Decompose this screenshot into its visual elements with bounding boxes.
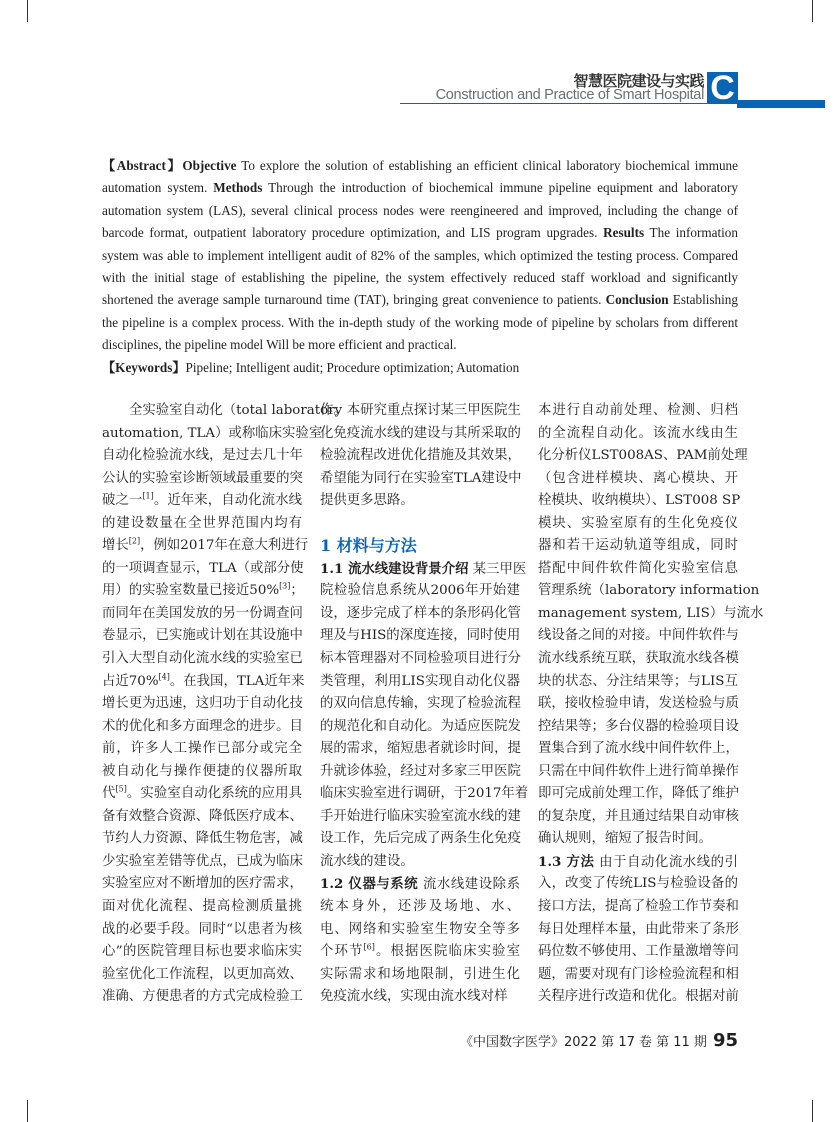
abstract-line <box>102 155 738 177</box>
abstract-line <box>102 245 738 267</box>
text-line <box>538 828 738 851</box>
text-line <box>320 896 520 919</box>
text-run: barcode format, outpatient laboratory procedure optimization, and LIS program upgrades. <box>102 225 604 241</box>
text-run: automation system (LAS), several clinical process nodes were reengineered and improved, including the change of <box>102 202 738 218</box>
text-line <box>102 468 302 491</box>
text-line <box>102 783 302 806</box>
text-run: 流水线系统互联，获取流水线各模 <box>538 651 739 667</box>
page-number: 95 <box>712 1030 738 1051</box>
text-line <box>538 535 738 558</box>
text-line <box>102 873 302 896</box>
text-run: Results <box>603 225 645 241</box>
text-line <box>538 693 738 716</box>
text-run: automation, TLA）或称临床实验室 <box>102 425 323 441</box>
text-line <box>102 761 302 784</box>
text-run: 设工作，先后完成了两条生化免疫 <box>320 831 521 847</box>
text-run: Establishing <box>668 292 738 308</box>
text-run: 战的必要手段。同时“以患者为核 <box>102 921 302 937</box>
text-run: 。实验室自动化系统的应用具 <box>126 786 303 802</box>
text-line <box>538 625 738 648</box>
text-run: ，例如2017年在意大利进行 <box>140 538 309 554</box>
text-run: 的复杂度，并且通过结果自动审核 <box>538 808 739 824</box>
text-line <box>102 535 309 558</box>
text-run: management system, LIS）与流水 <box>538 605 764 621</box>
text-line <box>320 580 520 603</box>
citation: [2] <box>128 536 141 546</box>
text-run: 每日处理样本量，由此带来了条形 <box>538 921 739 937</box>
text-line <box>102 671 305 694</box>
text-run: 管理系统（laboratory information <box>538 583 760 599</box>
text-run: 代 <box>102 786 116 802</box>
abstract <box>102 155 738 379</box>
text-line <box>538 671 738 694</box>
text-run: 提供更多思路。 <box>320 493 414 509</box>
text-line <box>320 964 520 987</box>
text-line <box>102 716 302 739</box>
text-run: 的建设数量在全世界范围内均有 <box>102 515 302 531</box>
text-run: 标本管理器对不同检验项目进行分 <box>320 651 521 667</box>
text-run: （包含进样模块、离心模块、开 <box>538 470 738 486</box>
text-run: 引入大型自动化流水线的实验室已 <box>102 651 303 667</box>
text-line <box>102 896 302 919</box>
text-run: 作。本研究重点探讨某三甲医院生 <box>320 403 521 418</box>
text-run: 1.1 流水线建设背景介绍 <box>320 560 469 577</box>
text-line <box>320 806 520 829</box>
text-run: 验室优化工作流程，以更加高效、 <box>102 966 303 982</box>
text-run: 的一项调查显示，TLA（或部分使 <box>102 560 304 576</box>
text-run: 入，改变了传统LIS与检验设备的 <box>538 876 738 892</box>
text-run: 全实验室自动化（total laboratory <box>129 403 343 418</box>
text-run: 而同年在美国发放的另一份调查问 <box>102 605 303 621</box>
text-line <box>538 738 738 761</box>
text-run: 节约人力资源、降低生物危害，减 <box>102 831 303 847</box>
text-line <box>538 941 738 964</box>
text-run: 手开始进行临床实验室流水线的建 <box>320 808 521 824</box>
text-line <box>538 761 738 784</box>
text-line <box>320 919 520 942</box>
text-line <box>538 986 738 1009</box>
text-run: 自动化检验流水线，是过去几十年 <box>102 448 303 464</box>
header-rule <box>400 103 708 104</box>
text-line <box>538 873 738 896</box>
text-line <box>538 490 741 513</box>
text-run: 某三甲医 <box>468 561 527 577</box>
text-run: with the initial stage of establishing the pipeline, the system effectively reduced staff workload and significantly <box>102 269 738 285</box>
section-heading <box>320 535 520 558</box>
journal-issue: 《中国数字医学》2022 第 17 卷 第 11 期 <box>459 1035 707 1050</box>
text-line <box>102 490 302 513</box>
section-title-cn: 智慧医院建设与实践 <box>573 72 704 90</box>
keywords-line <box>102 357 738 379</box>
text-run: 术的优化和多方面理念的进步。目 <box>102 718 303 734</box>
text-run: 流水线建设除系 <box>418 877 520 893</box>
text-run: 心”的医院管理目标也要求临床实 <box>102 944 302 960</box>
abstract-line <box>102 312 738 334</box>
text-run: 接口方法，提高了检验工作节奏和 <box>538 899 739 915</box>
text-line <box>538 513 738 536</box>
text-run: 控结果等；多台仪器的检验项目设 <box>538 718 739 734</box>
text-line <box>102 558 302 581</box>
text-line <box>102 919 302 942</box>
text-run: Conclusion <box>605 292 669 308</box>
citation: [1] <box>142 491 154 501</box>
text-run: 面对优化流程、提高检测质量挑 <box>102 899 302 915</box>
text-line <box>538 445 748 468</box>
text-run: system was able to implement intelligent audit of 82% of the samples, which optimized the testing process. Compared <box>102 247 738 263</box>
text-run: 增长更为迅速，这归功于自动化技 <box>102 696 303 712</box>
text-run: 实际需求和场地限制，引进生化 <box>320 966 520 982</box>
text-run: automation system. <box>102 180 214 196</box>
text-line <box>102 648 302 671</box>
text-run: 1.3 方法 <box>538 853 595 870</box>
text-line <box>320 423 520 446</box>
text-run: 置集合到了流水线中间件软件上， <box>538 741 739 757</box>
crop-mark <box>27 1100 28 1122</box>
text-run: 希望能为同行在实验室TLA建设中 <box>320 470 522 486</box>
text-run: 准确、方便患者的方式完成检验工 <box>102 989 303 1005</box>
text-line <box>320 625 520 648</box>
text-line <box>538 468 738 491</box>
text-line <box>320 400 520 423</box>
text-line <box>320 671 520 694</box>
text-run: 。近年来，自动化流水线 <box>153 493 303 509</box>
text-run: 联，接收检验申请，发送检验与质 <box>538 696 739 712</box>
text-line <box>320 873 520 896</box>
text-line <box>320 761 520 784</box>
text-run: 用）的实验室数量已接近50% <box>102 583 280 599</box>
text-run: ； <box>290 583 304 599</box>
text-line <box>538 896 738 919</box>
abstract-line <box>102 289 738 311</box>
abstract-line <box>102 222 738 244</box>
text-run: 器和若干运动轨道等组成，同时 <box>538 538 738 554</box>
text-run: the pipeline is a complex process. With the in-depth study of the working mode of pipeline by scholars from different <box>102 314 738 330</box>
crop-mark <box>27 0 28 22</box>
text-line <box>320 851 520 874</box>
text-line <box>102 806 302 829</box>
page-footer <box>460 1030 738 1051</box>
crop-mark <box>812 0 813 22</box>
abstract-line <box>102 267 738 289</box>
text-run: 即可完成前处理工作，降低了维护 <box>538 786 739 802</box>
text-run: 免疫流水线，实现由流水线对样 <box>320 989 508 1005</box>
text-run: 临床实验室进行调研，于2017年着 <box>320 786 529 802</box>
text-run: 。在我国，TLA近年来 <box>169 673 305 689</box>
text-line <box>102 941 302 964</box>
text-line <box>320 986 520 1009</box>
text-run: 备有效整合资源、降低医疗成本、 <box>102 808 303 824</box>
text-run: 占近70% <box>102 673 159 689</box>
text-line <box>538 716 738 739</box>
text-run: 。根据医院临床实验室 <box>374 944 521 960</box>
text-run: 模块、实验室原有的生化免疫仪 <box>538 515 738 531</box>
text-run: 院检验信息系统从2006年开始建 <box>320 583 520 599</box>
text-line <box>102 423 323 446</box>
header-accent-bar <box>737 100 825 108</box>
text-line <box>102 964 302 987</box>
text-run: 【Keywords】 <box>102 359 186 375</box>
text-run: 栓模块、收纳模块）、LST008 SP <box>538 493 741 509</box>
text-line <box>102 738 302 761</box>
text-run: 搭配中间件软件简化实验室信息 <box>538 560 738 576</box>
text-line <box>320 445 520 468</box>
text-run: 个环节 <box>320 944 364 960</box>
text-line <box>538 423 738 446</box>
text-line <box>538 580 760 603</box>
text-line <box>320 828 520 851</box>
text-run: 电、网络和实验室生物安全等多 <box>320 921 520 937</box>
text-line <box>320 716 520 739</box>
text-line <box>320 738 520 761</box>
text-run: 的双向信息传输，实现了检验流程 <box>320 696 521 712</box>
section-logo: C <box>707 72 738 104</box>
text-line <box>102 828 302 851</box>
text-line <box>102 986 302 1009</box>
text-line <box>320 693 520 716</box>
text-line <box>538 558 738 581</box>
text-run: 确认规则，缩短了报告时间。 <box>538 831 713 847</box>
text-run: 只需在中间件软件上进行简单操作 <box>538 763 739 779</box>
body-column-2 <box>320 400 529 1009</box>
text-line <box>102 625 302 648</box>
text-run: 前，许多人工操作已部分或完全 <box>102 741 302 757</box>
text-line <box>320 558 527 581</box>
text-run: 统本身外，还涉及场地、水、 <box>320 899 520 915</box>
text-run: 块的状态、分注结果等；与LIS互 <box>538 673 738 689</box>
text-run: 被自动化与操作便捷的仪器所取 <box>102 763 302 779</box>
text-line <box>538 806 738 829</box>
text-line <box>102 513 302 536</box>
text-run: 题，需要对现有门诊检验流程和相 <box>538 966 739 982</box>
text-line <box>320 783 529 806</box>
text-run: 增长 <box>102 538 129 554</box>
text-line <box>320 513 520 536</box>
text-run: 化分析仪LST008AS、PAM前处理 <box>538 448 748 464</box>
text-run: 关程序进行改造和优化。根据对前 <box>538 989 739 1005</box>
text-run: Methods <box>213 180 263 196</box>
text-run: 破之一 <box>102 493 143 509</box>
text-line <box>538 964 738 987</box>
text-line <box>102 603 302 626</box>
text-line <box>320 941 520 964</box>
text-run: 码位数不够使用、工作量激增等问 <box>538 944 739 960</box>
text-run: Through the introduction of biochemical immune pipeline equipment and laboratory <box>262 180 739 196</box>
text-line <box>320 468 520 491</box>
text-run: 实验室应对不断增加的医疗需求， <box>102 876 303 892</box>
text-run: 理及与HIS的深度连接，同时使用 <box>320 628 521 644</box>
text-run: 卷显示，已实施或计划在其设施中 <box>102 628 303 644</box>
text-run: 展的需求，缩短患者就诊时间，提 <box>320 741 521 757</box>
text-line <box>102 693 302 716</box>
citation: [4] <box>158 672 170 682</box>
text-run: 1 材料与方法 <box>320 536 417 556</box>
text-line <box>538 648 738 671</box>
text-line <box>320 490 520 513</box>
text-line <box>320 603 520 626</box>
text-run: 由于自动化流水线的引 <box>594 854 738 870</box>
text-run: 少实验室差错等优点，已成为临床 <box>102 853 303 869</box>
citation: [5] <box>115 784 127 794</box>
text-line <box>102 580 302 603</box>
text-run: 【Abstract】 <box>102 158 183 173</box>
text-line <box>538 919 738 942</box>
text-run: 公认的实验室诊断领域最重要的突 <box>102 470 303 486</box>
text-run: 检验流程改进优化措施及其效果， <box>320 448 521 464</box>
abstract-line <box>102 334 738 356</box>
text-line <box>102 400 343 423</box>
text-line <box>538 851 738 874</box>
text-run: 类管理，利用LIS实现自动化仪器 <box>320 673 520 689</box>
text-run: 流水线的建设。 <box>320 853 414 869</box>
text-run: To explore the solution of establishing an efficient clinical laboratory biochemical immune <box>236 158 738 173</box>
text-line <box>102 445 302 468</box>
text-run: Pipeline; Intelligent audit; Procedure optimization; Automation <box>185 359 520 375</box>
crop-mark <box>812 1100 813 1122</box>
body-column-3 <box>538 400 764 1009</box>
section-title-en: Construction and Practice of Smart Hospital <box>435 87 704 103</box>
text-line <box>538 603 764 626</box>
abstract-line <box>102 177 738 199</box>
text-run: disciplines, the pipeline model Will be more efficient and practical. <box>102 337 457 353</box>
text-line <box>320 648 520 671</box>
citation: [6] <box>363 942 375 952</box>
text-run: 线设备之间的对接。中间件软件与 <box>538 628 739 644</box>
citation: [3] <box>279 581 291 591</box>
text-run: shortened the average sample turnaround time (TAT), bringing great convenience to patients. <box>102 292 606 308</box>
text-line <box>538 783 738 806</box>
abstract-line <box>102 200 738 222</box>
text-run: 的规范化和自动化。为适应医院发 <box>320 718 521 734</box>
text-run: 升就诊体验，经过对多家三甲医院 <box>320 763 521 779</box>
text-line <box>102 851 302 874</box>
text-run: The information <box>644 225 738 241</box>
text-run: 的全流程自动化。该流水线由生 <box>538 425 738 441</box>
text-run: Objective <box>182 158 237 173</box>
text-run: 1.2 仪器与系统 <box>320 876 419 893</box>
text-run: 化免疫流水线的建设与其所采取的 <box>320 425 521 441</box>
text-run: 设，逐步完成了样本的条形码化管 <box>320 605 521 621</box>
text-run: 本进行自动前处理、检测、归档 <box>538 403 738 418</box>
text-line <box>538 400 738 423</box>
